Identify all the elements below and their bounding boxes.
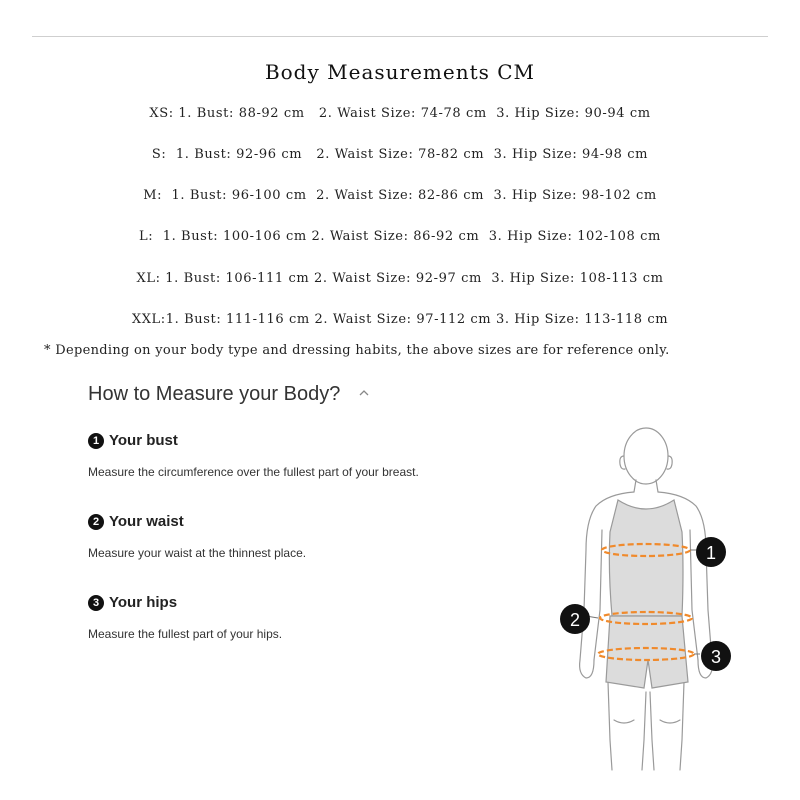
marker-bust-icon (696, 537, 726, 567)
reference-note: * Depending on your body type and dressing habits, the above sizes are for reference only. (44, 343, 670, 358)
step-hips-description: Measure the fullest part of your hips. (88, 627, 283, 641)
body-figure-illustration (550, 420, 750, 780)
size-row-m: M: 1. Bust: 96-100 cm 2. Waist Size: 82-86 cm 3. Hip Size: 98-102 cm (143, 188, 657, 203)
top-divider (32, 36, 768, 37)
chevron-up-icon[interactable] (358, 388, 370, 398)
size-row-xs: XS: 1. Bust: 88-92 cm 2. Waist Size: 74-78 cm 3. Hip Size: 90-94 cm (149, 106, 651, 121)
guide-title: How to Measure your Body? (88, 383, 341, 405)
svg-text:1: 1 (705, 543, 717, 563)
step-label: Your waist (109, 513, 184, 530)
step-bust-heading (88, 432, 178, 449)
step-label: Your bust (109, 432, 178, 449)
svg-text:2: 2 (569, 610, 581, 630)
page-title: Body Measurements CM (264, 60, 536, 84)
size-row-xl: XL: 1. Bust: 106-111 cm 2. Waist Size: 92-97 cm 3. Hip Size: 108-113 cm (136, 271, 664, 286)
size-row-l: L: 1. Bust: 100-106 cm 2. Waist Size: 86-92 cm 3. Hip Size: 102-108 cm (139, 229, 661, 244)
step-waist-heading (88, 513, 184, 530)
step-number-icon: 2 (88, 514, 104, 530)
size-row-xxl: XXL:1. Bust: 111-116 cm 2. Waist Size: 97-112 cm 3. Hip Size: 113-118 cm (131, 312, 669, 327)
marker-waist-icon (560, 604, 590, 634)
svg-text:3: 3 (710, 647, 722, 667)
marker-hips-icon (701, 641, 731, 671)
step-hips-heading (88, 594, 177, 611)
step-number-icon: 3 (88, 595, 104, 611)
size-row-s: S: 1. Bust: 92-96 cm 2. Waist Size: 78-82 cm 3. Hip Size: 94-98 cm (151, 147, 649, 162)
step-number-icon: 1 (88, 433, 104, 449)
step-bust-description: Measure the circumference over the fullest part of your breast. (88, 465, 419, 479)
step-waist-description: Measure your waist at the thinnest place. (88, 546, 307, 560)
step-label: Your hips (109, 594, 178, 611)
